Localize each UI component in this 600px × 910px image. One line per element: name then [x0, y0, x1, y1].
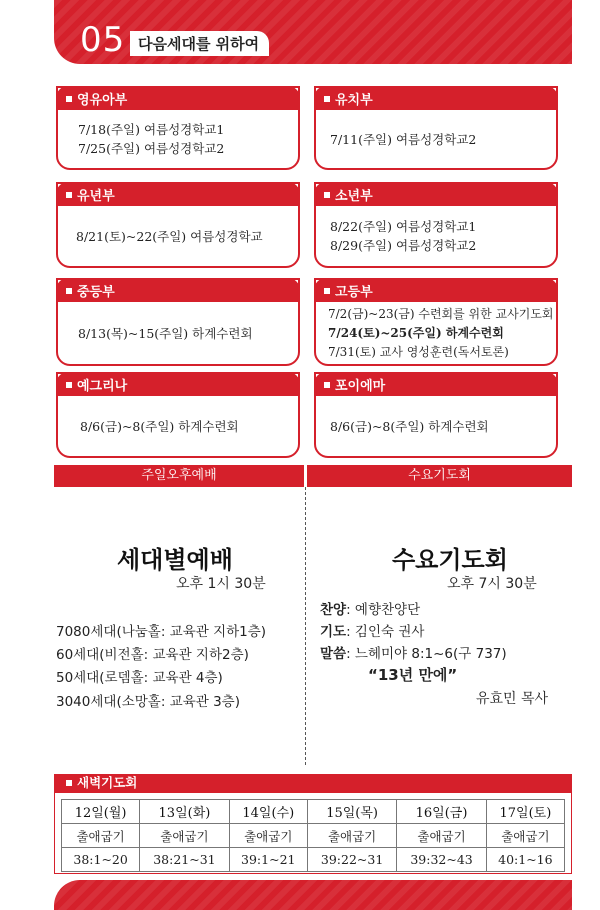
- generation-line: 7080세대(나눔홀: 교육관 지하1층): [56, 624, 267, 640]
- day-cell: 12일(월): [62, 800, 140, 824]
- bullet-square-icon: [66, 192, 72, 198]
- sunday-afternoon-header: 주일오후예배: [54, 465, 304, 487]
- verse-cell: 40:1~16: [486, 848, 564, 872]
- card-title: 예그리나: [77, 379, 128, 394]
- sunday-time: 오후 1시 30분: [176, 576, 266, 592]
- card-line: 8/6(금)~8(주일) 하계수련회: [80, 418, 239, 434]
- sunday-title: 세대별예배: [117, 546, 233, 574]
- book-cell: 출애굽기: [307, 824, 396, 848]
- dawn-prayer-header: [54, 774, 572, 792]
- card-title: 고등부: [335, 285, 373, 300]
- bullet-square-icon: [324, 192, 330, 198]
- card-title: 중등부: [77, 285, 115, 300]
- card-middle-school: [56, 278, 300, 366]
- card-line: 8/22(주일) 여름성경학교1: [330, 219, 477, 234]
- generation-line: 3040세대(소망홀: 교육관 3층): [56, 694, 240, 710]
- card-title: 유치부: [335, 93, 373, 108]
- verse-cell: 39:32~43: [397, 848, 486, 872]
- verse-cell: 39:1~21: [229, 848, 307, 872]
- prayer-value: : 김인숙 권사: [346, 624, 425, 640]
- card-high-school: [314, 278, 558, 366]
- bullet-square-icon: [66, 96, 72, 102]
- book-cell: 출애굽기: [62, 824, 140, 848]
- word-value: : 느헤미야 8:1~6(구 737): [346, 646, 507, 662]
- prayer-line: [320, 620, 424, 640]
- word-line: [320, 642, 507, 662]
- bullet-square-icon: [66, 288, 72, 294]
- card-line: 7/2(금)~23(금) 수련회를 위한 교사기도회: [328, 306, 554, 321]
- word-label: 말씀: [320, 646, 347, 662]
- day-cell: 17일(토): [486, 800, 564, 824]
- wednesday-header: 수요기도회: [307, 465, 572, 487]
- prayer-label: 기도: [320, 624, 347, 640]
- generation-line: 50세대(로뎀홀: 교육관 4층): [56, 670, 223, 686]
- preacher: 유효민 목사: [476, 691, 549, 707]
- card-title: 소년부: [335, 189, 373, 204]
- card-line: 7/18(주일) 여름성경학교1: [78, 122, 225, 137]
- wednesday-time: 오후 7시 30분: [447, 576, 537, 592]
- book-cell: 출애굽기: [397, 824, 486, 848]
- card-line: 8/6(금)~8(주일) 하계수련회: [330, 418, 489, 434]
- verse-cell: 38:21~31: [140, 848, 229, 872]
- card-title: 포이에마: [335, 379, 386, 394]
- wednesday-title: 수요기도회: [392, 546, 508, 574]
- card-title: 영유아부: [77, 93, 128, 108]
- day-cell: 15일(목): [307, 800, 396, 824]
- card-line: 7/11(주일) 여름성경학교2: [330, 131, 477, 147]
- praise-value: : 예향찬양단: [346, 602, 421, 618]
- generation-line: 60세대(비전홀: 교육관 지하2층): [56, 647, 249, 663]
- section-title: 다음세대를 위하여: [130, 31, 269, 56]
- day-cell: 13일(화): [140, 800, 229, 824]
- card-title: 유년부: [77, 189, 115, 204]
- dawn-prayer-box: [54, 792, 572, 874]
- card-line: 7/24(토)~25(주일) 하계수련회: [328, 325, 504, 340]
- dawn-schedule-table: [61, 799, 565, 872]
- book-cell: 출애굽기: [140, 824, 229, 848]
- day-cell: 16일(금): [397, 800, 486, 824]
- card-line: 7/25(주일) 여름성경학교2: [78, 141, 225, 156]
- column-divider: [305, 487, 306, 765]
- card-line: 8/13(목)~15(주일) 하계수련회: [78, 325, 253, 341]
- card-infant: [56, 86, 300, 170]
- card-elementary-junior: [56, 182, 300, 268]
- card-line: 8/29(주일) 여름성경학교2: [330, 238, 477, 253]
- card-poiema: [314, 372, 558, 458]
- card-elementary-senior: [314, 182, 558, 268]
- bullet-square-icon: [66, 780, 72, 786]
- day-cell: 14일(수): [229, 800, 307, 824]
- verse-cell: 38:1~20: [62, 848, 140, 872]
- sermon-title: “13년 만에”: [368, 666, 458, 684]
- praise-label: 찬양: [320, 602, 347, 618]
- bullet-square-icon: [324, 96, 330, 102]
- verse-cell: 39:22~31: [307, 848, 396, 872]
- bullet-square-icon: [324, 382, 330, 388]
- book-cell: 출애굽기: [229, 824, 307, 848]
- card-yegrina: [56, 372, 300, 458]
- card-line: 7/31(토) 교사 영성훈련(독서토론): [328, 344, 509, 359]
- card-line: 8/21(토)~22(주일) 여름성경학교: [76, 228, 263, 244]
- bullet-square-icon: [66, 382, 72, 388]
- section-number: 05: [80, 20, 126, 60]
- dawn-prayer-title: 새벽기도회: [77, 775, 138, 790]
- card-kindergarten: [314, 86, 558, 170]
- praise-line: [320, 598, 420, 618]
- bullet-square-icon: [324, 288, 330, 294]
- book-cell: 출애굽기: [486, 824, 564, 848]
